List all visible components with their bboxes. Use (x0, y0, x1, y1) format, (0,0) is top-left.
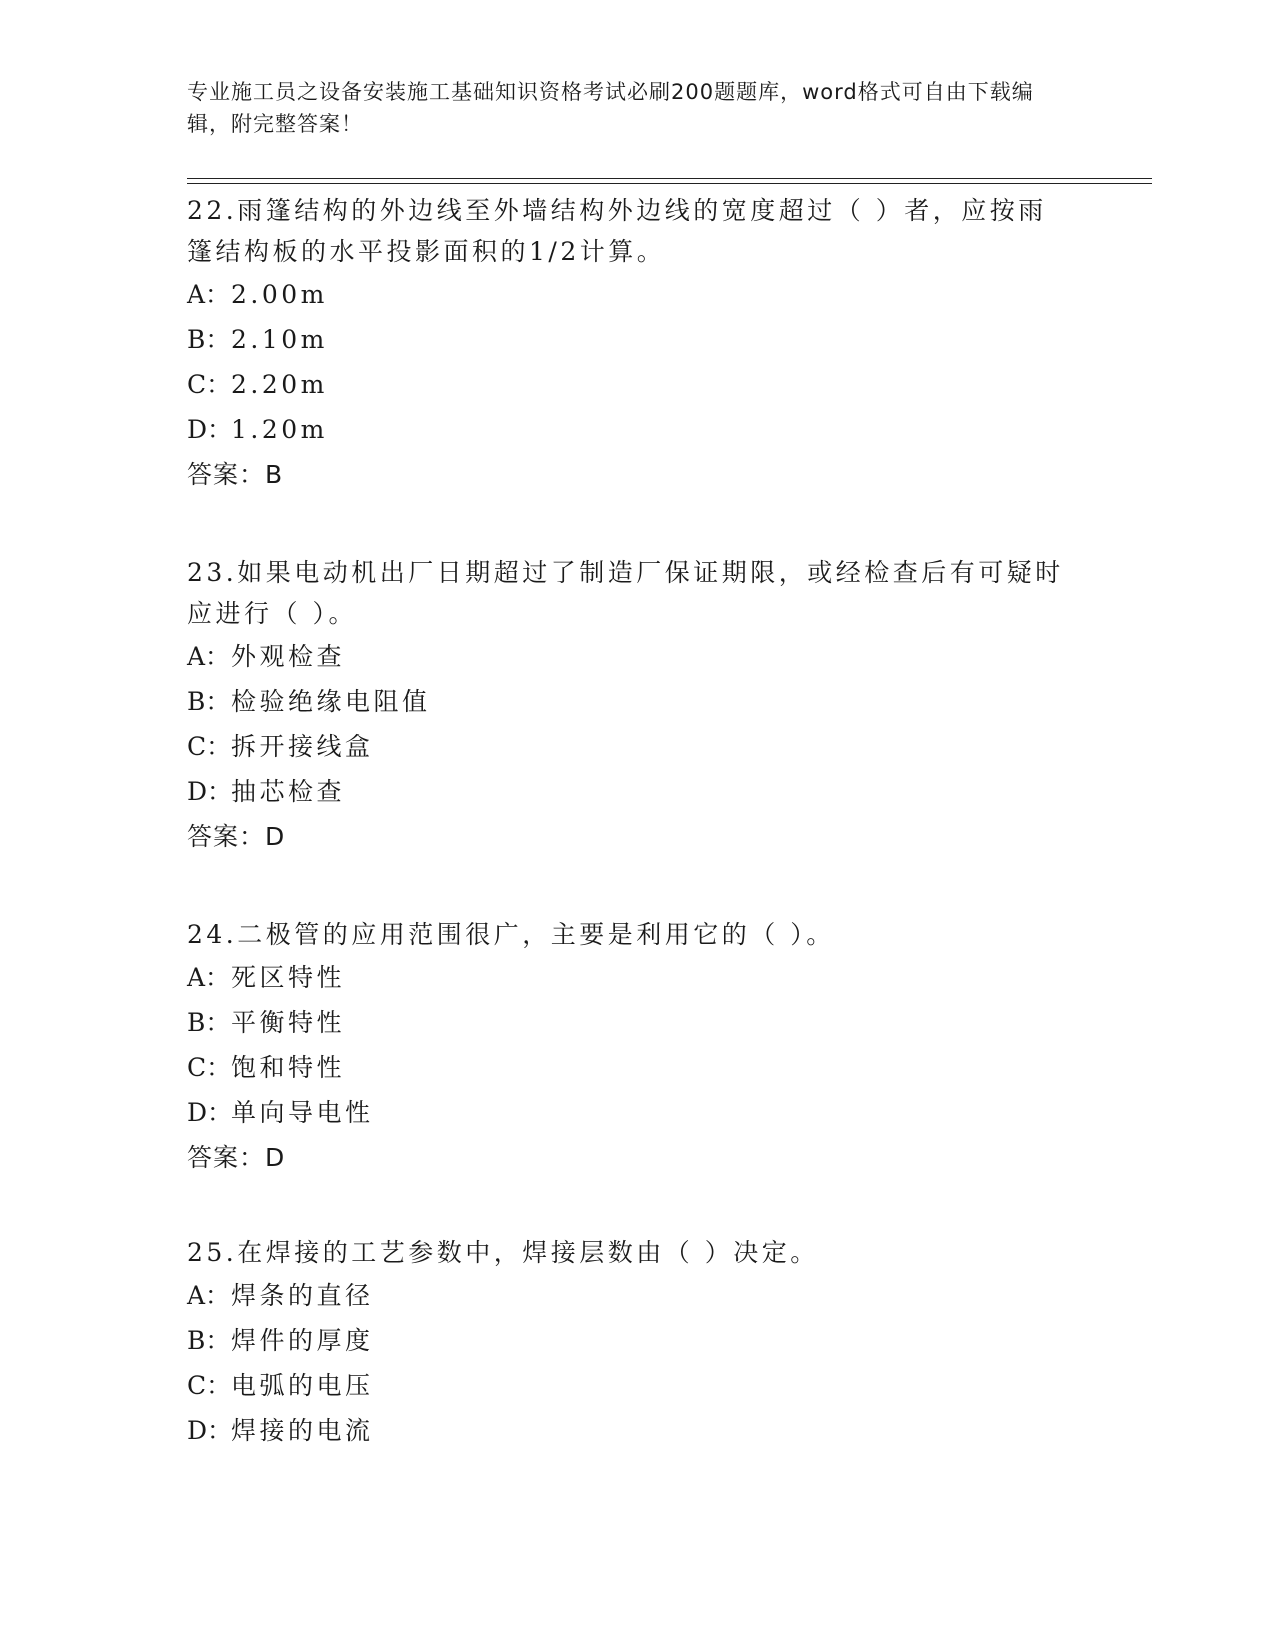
question-24 (187, 914, 1067, 1180)
option-b (187, 679, 1067, 724)
option-c (187, 1363, 1067, 1408)
question-22 (187, 190, 1067, 497)
question-stem: 23.如果电动机出厂日期超过了制造厂保证期限，或经检查后有可疑时应进行（ ）。 (187, 558, 1064, 628)
option-text: 饱和特性 (231, 1053, 346, 1082)
option-text: 1.20m (231, 415, 328, 444)
option-text: 焊条的直径 (231, 1281, 374, 1310)
option-d (187, 1090, 1067, 1135)
option-key: C： (187, 1053, 232, 1082)
question-stem: 22.雨篷结构的外边线至外墙结构外边线的宽度超过（ ）者，应按雨篷结构板的水平投影面积的1/2计算。 (187, 196, 1047, 266)
question-stem: 24.二极管的应用范围很广，主要是利用它的（ ）。 (187, 920, 835, 949)
option-a (187, 634, 1067, 679)
option-c (187, 1045, 1067, 1090)
option-a (187, 1273, 1067, 1318)
question-stem: 25.在焊接的工艺参数中，焊接层数由（ ）决定。 (187, 1238, 819, 1267)
question-23 (187, 552, 1067, 859)
option-text: 死区特性 (231, 963, 346, 992)
option-text: 抽芯检查 (231, 777, 346, 806)
option-key: A： (187, 963, 231, 992)
option-b (187, 317, 1067, 362)
option-text: 2.00m (231, 280, 328, 309)
option-a (187, 955, 1067, 1000)
option-key: B： (187, 687, 231, 716)
option-a (187, 272, 1067, 317)
answer-line: 答案：D (187, 822, 286, 851)
option-key: D： (187, 1098, 233, 1127)
option-text: 单向导电性 (231, 1098, 374, 1127)
option-text: 拆开接线盒 (231, 732, 374, 761)
option-text: 检验绝缘电阻值 (231, 687, 431, 716)
document-header: 专业施工员之设备安装施工基础知识资格考试必刷200题题库，word格式可自由下载编辑，附完整答案！ (187, 80, 1034, 136)
option-key: B： (187, 1008, 231, 1037)
option-key: D： (187, 777, 233, 806)
option-key: D： (187, 1416, 233, 1445)
header-divider-top (187, 178, 1152, 179)
option-d (187, 769, 1067, 814)
option-text: 电弧的电压 (231, 1371, 374, 1400)
option-key: D： (187, 415, 233, 444)
option-key: A： (187, 642, 231, 671)
option-d (187, 1408, 1067, 1453)
option-text: 2.10m (231, 325, 328, 354)
option-text: 平衡特性 (231, 1008, 346, 1037)
option-key: C： (187, 370, 232, 399)
option-key: A： (187, 280, 231, 309)
option-key: C： (187, 732, 232, 761)
option-d (187, 407, 1067, 452)
option-b (187, 1000, 1067, 1045)
option-text: 外观检查 (231, 642, 346, 671)
option-text: 焊件的厚度 (231, 1326, 374, 1355)
answer-line: 答案：B (187, 460, 284, 489)
option-text: 2.20m (231, 370, 328, 399)
option-text: 焊接的电流 (231, 1416, 374, 1445)
option-key: B： (187, 325, 231, 354)
question-25 (187, 1232, 1067, 1453)
option-b (187, 1318, 1067, 1363)
option-c (187, 724, 1067, 769)
option-c (187, 362, 1067, 407)
option-key: A： (187, 1281, 231, 1310)
answer-line: 答案：D (187, 1143, 286, 1172)
header-divider-bottom (187, 183, 1152, 184)
option-key: B： (187, 1326, 231, 1355)
option-key: C： (187, 1371, 232, 1400)
